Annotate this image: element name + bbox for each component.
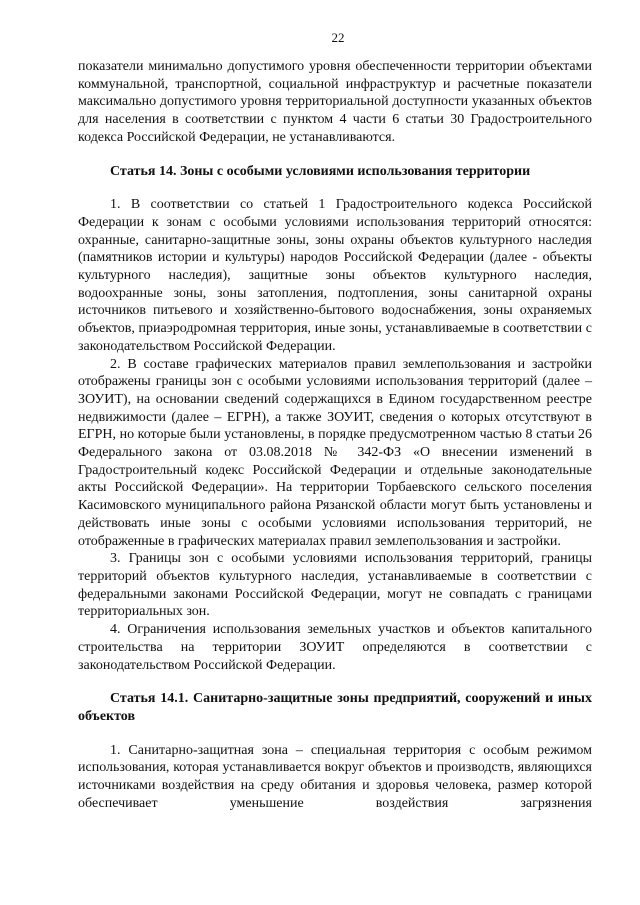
article-14-1-heading: Статья 14.1. Санитарно-защитные зоны предприятий, сооружений и иных объектов (78, 691, 592, 724)
article-14-paragraph-3: 3. Границы зон с особыми условиями использования территорий, границы территорий объектов культурного наследия, устанавливаемые в соответствии с федеральными законами Российской Федерации, могут не совпадать с границами территориальных зон. (78, 551, 592, 620)
page-number: 22 (331, 30, 345, 45)
article-14-1-paragraph-1: 1. Санитарно-защитная зона – специальная территория с особым режимом использования, которая устанавливается вокруг объектов и производств, являющихся источниками воздействия на среду обитания и здоровья человека, размер которой обеспечивает уменьшение воздействия загрязнения (78, 742, 592, 811)
article-14-heading: Статья 14. Зоны с особыми условиями использования территории (110, 163, 531, 179)
intro-paragraph: показатели минимально допустимого уровня обеспеченности территории объектами коммунальной, транспортной, социальной инфраструктур и расчетные показатели максимально допустимого уровня территориальной доступности указанных объектов для населения в соответствии с пунктом 4 части 6 статьи 30 Градостроительного кодекса Российской Федерации, не устанавливаются. (78, 59, 592, 145)
article-14-paragraph-2: 2. В составе графических материалов правил землепользования и застройки отображены границы зон с особыми условиями использования территорий (далее – ЗОУИТ), на основании сведений содержащихся в Едином государственном реестре недвижимости (далее – ЕГРН), а также ЗОУИТ, сведения о которых отсутствуют в ЕГРН, но которые были установлены, в порядке предусмотренном частью 8 статьи 26 Федерального закона от 03.08.2018 № 342-ФЗ «О внесении изменений в Градостроительный кодекс Российской Федерации и отдельные законодательные акты Российской Федерации». На территории Торбаевского сельского поселения Касимовского муниципального района Рязанской области могут быть установлены и действовать иные зоны с особыми условиями использования территорий, не отображенные в графических материалах правил землепользования и застройки. (78, 356, 592, 549)
article-14-paragraph-1: 1. В соответствии со статьей 1 Градостроительного кодекса Российской Федерации к зонам с особыми условиями использования территорий относятся: охранные, санитарно-защитные зоны, зоны охраны объектов культурного наследия (памятников истории и культуры) народов Российской Федерации (далее - объекты культурного наследия), защитные зоны объектов культурного наследия, водоохранные зоны, зоны затопления, подтопления, зоны санитарной охраны источников питьевого и хозяйственно-бытового водоснабжения, зоны охраняемых объектов, приаэродромная территория, иные зоны, устанавливаемые в соответствии с законодательством Российской Федерации. (78, 197, 592, 354)
article-14-paragraph-4: 4. Ограничения использования земельных участков и объектов капитального строительства на территории ЗОУИТ определяются в соответствии с законодательством Российской Федерации. (78, 622, 592, 673)
